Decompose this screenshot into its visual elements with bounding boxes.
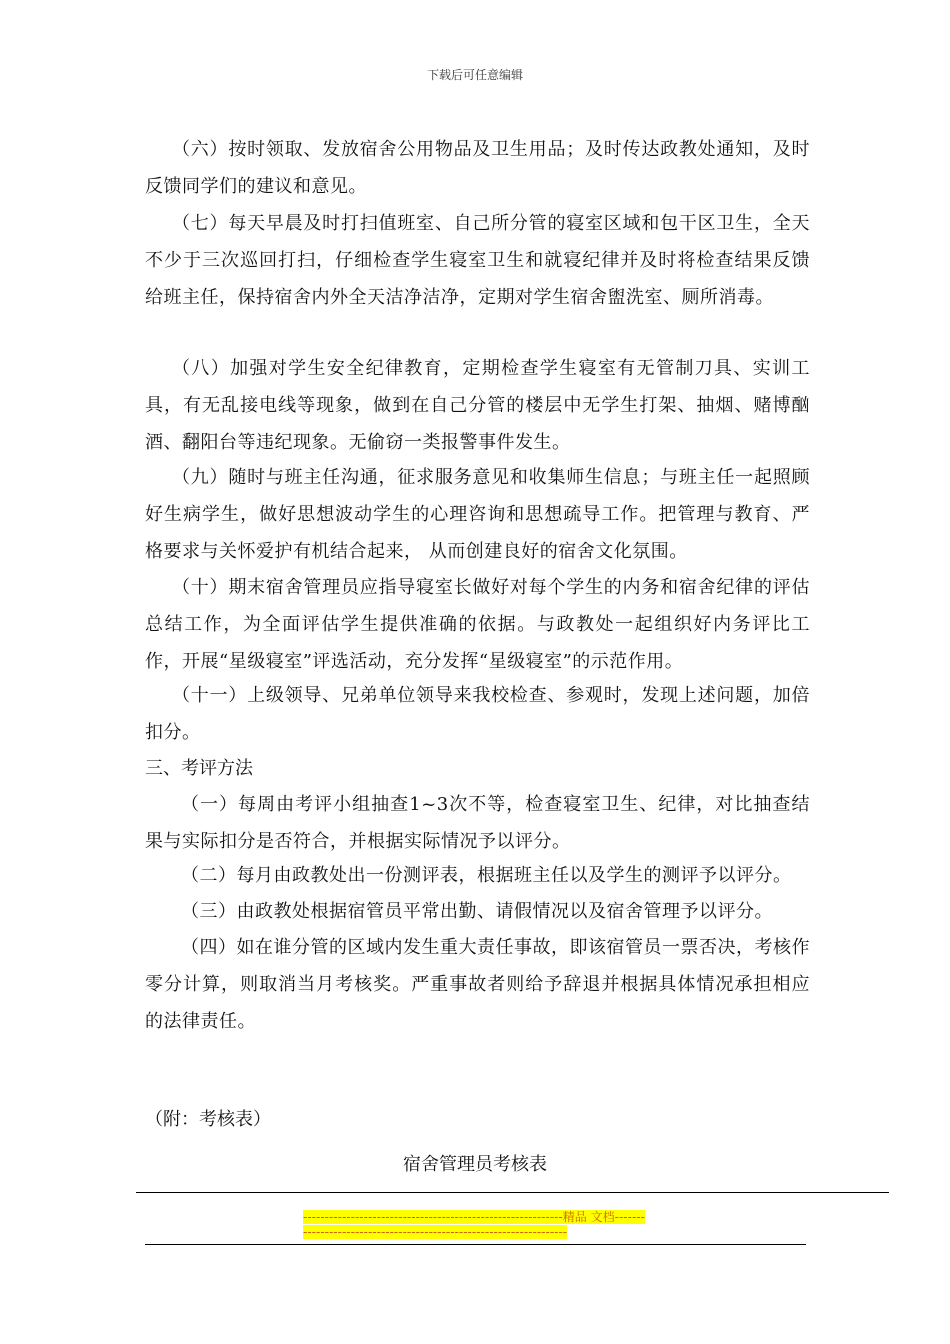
paragraph-10: （十）期末宿舍管理员应指导寝室长做好对每个学生的内务和宿舍纪律的评估总结工作，为全面评估学生提供准确的依据。与政教处一起组织好内务评比工作，开展“星级寝室”评选活动，充分发挥“星级寝室”的示范作用。: [145, 577, 810, 672]
table-top-rule: [136, 1192, 889, 1193]
footer-watermark-text: ------------------------------------------------------------精品 文档--------------------------------------------------------------------: [303, 1210, 645, 1239]
method-3: （三）由政教处根据宿管员平常出勤、请假情况以及宿舍管理予以评分。: [181, 901, 773, 922]
footer-rule: [145, 1244, 806, 1245]
paragraph-6: （六）按时领取、发放宿舍公用物品及卫生用品；及时传达政教处通知，及时反馈同学们的建议和意见。: [145, 139, 810, 197]
footer-watermark: [303, 1210, 648, 1240]
table-title: 宿舍管理员考核表: [403, 1154, 547, 1175]
attachment-label: （附：考核表）: [145, 1109, 271, 1130]
section-heading: 三、考评方法: [145, 758, 253, 779]
method-2: （二）每月由政教处出一份测评表，根据班主任以及学生的测评予以评分。: [181, 865, 792, 886]
method-4: （四）如在谁分管的区域内发生重大责任事故，即该宿管员一票否决，考核作零分计算，则取消当月考核奖。严重事故者则给予辞退并根据具体情况承担相应的法律责任。: [145, 937, 810, 1032]
method-1: （一）每周由考评小组抽查1~3次不等，检查寝室卫生、纪律，对比抽查结果与实际扣分是否符合，并根据实际情况予以评分。: [145, 794, 810, 852]
paragraph-8: （八）加强对学生安全纪律教育，定期检查学生寝室有无管制刀具、实训工具，有无乱接电线等现象，做到在自己分管的楼层中无学生打架、抽烟、赌博酗酒、翻阳台等违纪现象。无偷窃一类报警事件发生。: [145, 358, 810, 453]
paragraph-9: （九）随时与班主任沟通，征求服务意见和收集师生信息；与班主任一起照顾好生病学生，做好思想波动学生的心理咨询和思想疏导工作。把管理与教育、严格要求与关怀爱护有机结合起来， 从而创建良好的宿舍文化氛围。: [145, 467, 810, 562]
paragraph-11: （十一）上级领导、兄弟单位领导来我校检查、参观时，发现上述问题，加倍扣分。: [145, 685, 810, 743]
header-note: 下载后可任意编辑: [426, 68, 523, 82]
paragraph-7: （七）每天早晨及时打扫值班室、自己所分管的寝室区域和包干区卫生，全天不少于三次巡回打扫，仔细检查学生寝室卫生和就寝纪律并及时将检查结果反馈给班主任，保持宿舍内外全天洁净洁净，定期对学生宿舍盥洗室、厕所消毒。: [145, 213, 810, 308]
